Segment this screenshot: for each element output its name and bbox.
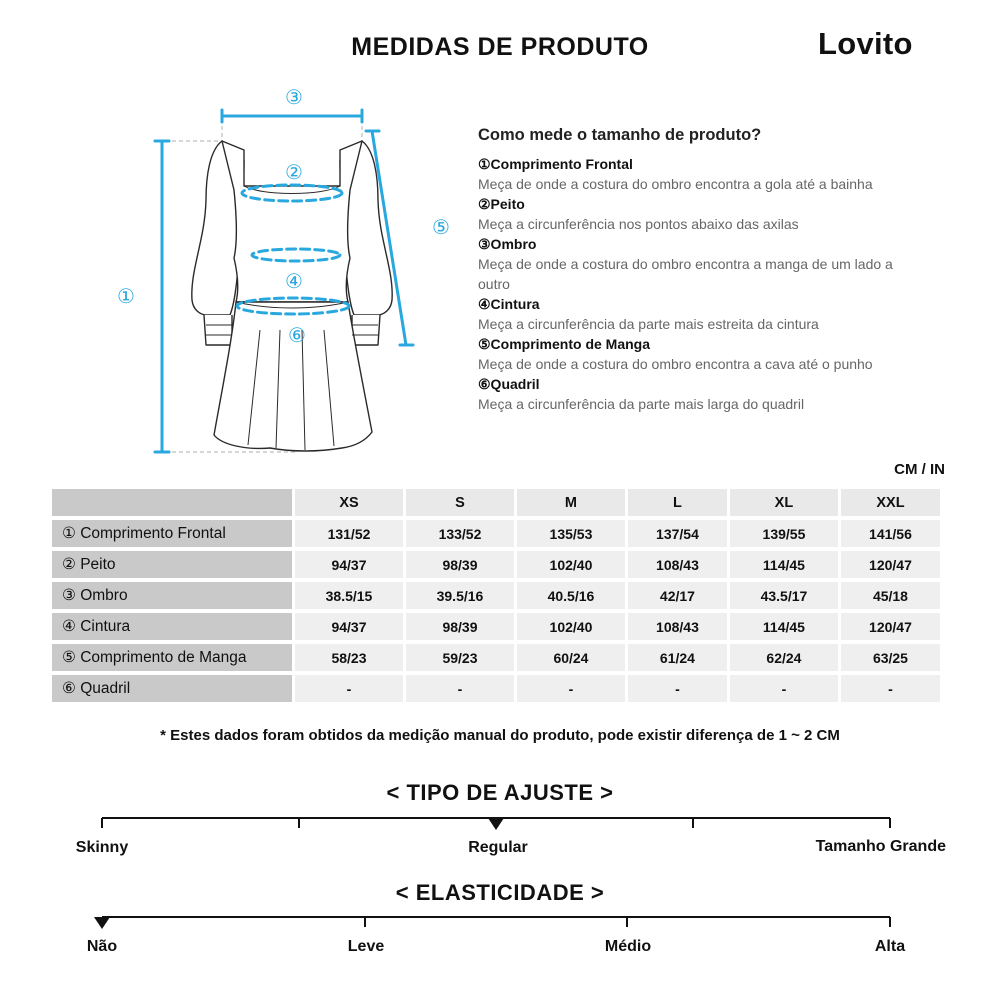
- table-cell: 139/55: [730, 520, 838, 547]
- guide-question: Como mede o tamanho de produto?: [478, 126, 762, 144]
- table-cell: 62/24: [730, 644, 838, 671]
- table-row: [52, 582, 940, 609]
- marker-2: ②: [285, 160, 303, 184]
- fit-label-skinny: Skinny: [75, 839, 129, 856]
- table-cell: 137/54: [628, 520, 727, 547]
- measurement-guide: [478, 126, 918, 414]
- row-label: ② Peito: [52, 551, 292, 578]
- elasticity-label-light: Leve: [347, 938, 385, 955]
- guide-item: [478, 194, 918, 234]
- guide-item: [478, 374, 918, 414]
- elasticity-title: < ELASTICIDADE >: [395, 880, 605, 905]
- measurement-note: * Estes dados foram obtidos da medição manual do produto, pode existir diferença de 1 ~ 2 CM: [160, 727, 840, 744]
- table-cell: 63/25: [841, 644, 940, 671]
- table-cell: 40.5/16: [517, 582, 625, 609]
- fit-title: < TIPO DE AJUSTE >: [386, 780, 614, 805]
- table-cell: 45/18: [841, 582, 940, 609]
- table-cell: 133/52: [406, 520, 514, 547]
- guide-item-label: ②Peito: [478, 196, 525, 212]
- table-cell: -: [295, 675, 403, 702]
- table-cell: 120/47: [841, 551, 940, 578]
- guide-item-label: ④Cintura: [478, 296, 540, 312]
- table-cell: 58/23: [295, 644, 403, 671]
- marker-3: ③: [285, 85, 303, 109]
- guide-item: [478, 294, 918, 334]
- table-cell: 59/23: [406, 644, 514, 671]
- elasticity-scale: [0, 912, 1000, 962]
- table-cell: 42/17: [628, 582, 727, 609]
- elasticity-label-high: Alta: [874, 938, 906, 955]
- guide-item: [478, 234, 918, 294]
- table-cell: 39.5/16: [406, 582, 514, 609]
- table-cell: 108/43: [628, 551, 727, 578]
- size-header: XL: [730, 489, 838, 516]
- guide-item-desc: Meça de onde a costura do ombro encontra a manga de um lado a outro: [478, 256, 893, 292]
- marker-4: ④: [285, 269, 303, 293]
- table-row: [52, 675, 940, 702]
- page-title: MEDIDAS DE PRODUTO: [351, 33, 649, 61]
- table-cell: -: [406, 675, 514, 702]
- table-cell: 131/52: [295, 520, 403, 547]
- table-cell: 38.5/15: [295, 582, 403, 609]
- size-header: L: [628, 489, 727, 516]
- table-cell: 102/40: [517, 551, 625, 578]
- elasticity-label-none: Não: [86, 938, 118, 955]
- guide-item: [478, 334, 918, 374]
- table-cell: 120/47: [841, 613, 940, 640]
- table-cell: 114/45: [730, 613, 838, 640]
- marker-6: ⑥: [288, 323, 306, 347]
- table-cell: 94/37: [295, 613, 403, 640]
- table-cell: -: [730, 675, 838, 702]
- row-label: ⑤ Comprimento de Manga: [52, 644, 292, 671]
- row-label: ⑥ Quadril: [52, 675, 292, 702]
- elasticity-selected-marker: [94, 917, 110, 929]
- table-cell: 61/24: [628, 644, 727, 671]
- guide-item-label: ⑤Comprimento de Manga: [478, 336, 651, 352]
- header-corner: [52, 489, 292, 516]
- table-cell: 43.5/17: [730, 582, 838, 609]
- row-label: ③ Ombro: [52, 582, 292, 609]
- table-cell: 141/56: [841, 520, 940, 547]
- dress-illustration: [90, 78, 470, 468]
- table-cell: 94/37: [295, 551, 403, 578]
- table-cell: 98/39: [406, 551, 514, 578]
- size-header: XS: [295, 489, 403, 516]
- table-row: [52, 520, 940, 547]
- guide-item-desc: Meça a circunferência da parte mais larga do quadril: [478, 396, 805, 412]
- table-row: [52, 551, 940, 578]
- guide-item-label: ⑥Quadril: [478, 376, 540, 392]
- unit-label: CM / IN: [894, 461, 945, 478]
- size-header-row: [52, 489, 940, 516]
- guide-item-desc: Meça de onde a costura do ombro encontra a cava até o punho: [478, 356, 873, 372]
- marker-5: ⑤: [432, 215, 450, 239]
- fit-selected-marker: [488, 818, 504, 830]
- guide-item-label: ①Comprimento Frontal: [478, 156, 633, 172]
- fit-scale: [0, 812, 1000, 862]
- row-label: ① Comprimento Frontal: [52, 520, 292, 547]
- size-header: XXL: [841, 489, 940, 516]
- guide-item-desc: Meça a circunferência nos pontos abaixo das axilas: [478, 216, 799, 232]
- table-row: [52, 613, 940, 640]
- table-cell: 135/53: [517, 520, 625, 547]
- elasticity-label-medium: Médio: [604, 938, 652, 955]
- fit-label-plus: Tamanho Grande: [815, 838, 946, 855]
- guide-item-desc: Meça a circunferência da parte mais estreita da cintura: [478, 316, 819, 332]
- table-cell: -: [628, 675, 727, 702]
- table-cell: 102/40: [517, 613, 625, 640]
- guide-item-label: ③Ombro: [478, 236, 537, 252]
- table-cell: 114/45: [730, 551, 838, 578]
- table-cell: -: [841, 675, 940, 702]
- table-row: [52, 644, 940, 671]
- size-table: [49, 485, 943, 706]
- table-cell: -: [517, 675, 625, 702]
- marker-1: ①: [117, 284, 135, 308]
- fit-label-regular: Regular: [468, 839, 528, 856]
- size-header: M: [517, 489, 625, 516]
- size-header: S: [406, 489, 514, 516]
- table-cell: 60/24: [517, 644, 625, 671]
- table-cell: 98/39: [406, 613, 514, 640]
- guide-item: [478, 154, 918, 194]
- table-cell: 108/43: [628, 613, 727, 640]
- guide-item-desc: Meça de onde a costura do ombro encontra a gola até a bainha: [478, 176, 873, 192]
- brand-logo: Lovito: [818, 26, 913, 61]
- row-label: ④ Cintura: [52, 613, 292, 640]
